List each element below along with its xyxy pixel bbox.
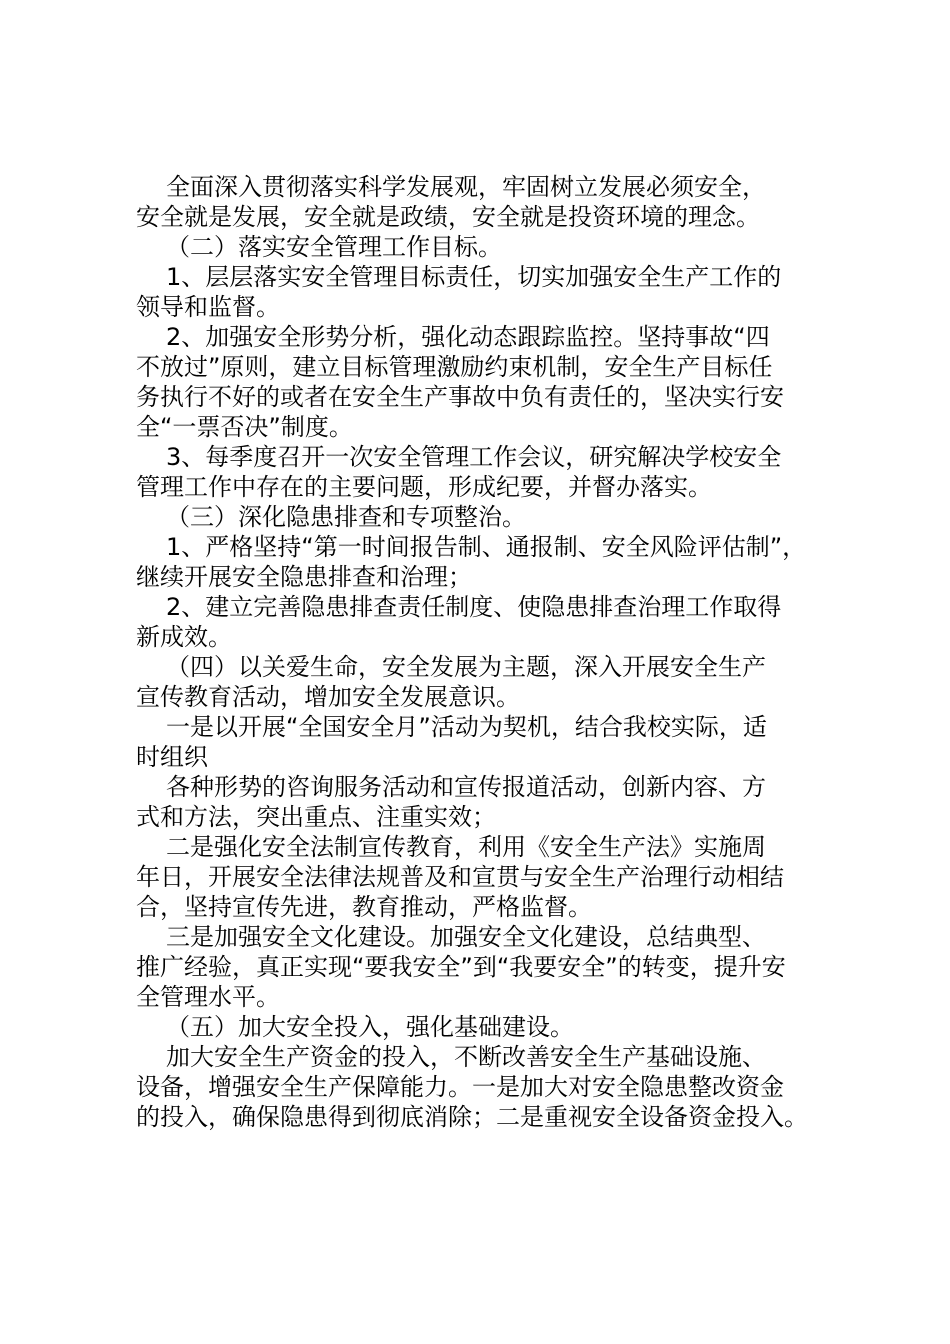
text-line: 各种形势的咨询服务活动和宣传报道活动，创新内容、方 bbox=[166, 773, 766, 801]
text-line: 1、层层落实安全管理目标责任，切实加强安全生产工作的 bbox=[166, 263, 782, 291]
text-line: （五）加大安全投入，强化基础建设。 bbox=[166, 1013, 574, 1041]
document-body bbox=[136, 172, 836, 1132]
text-line: 领导和监督。 bbox=[136, 293, 280, 321]
text-line: 式和方法，突出重点、注重实效； bbox=[136, 803, 496, 831]
text-line: （二）落实安全管理工作目标。 bbox=[166, 233, 502, 261]
text-line: 全“一票否决”制度。 bbox=[136, 413, 353, 441]
text-line: 推广经验，真正实现“要我安全”到“我要安全”的转变，提升安 bbox=[136, 953, 786, 981]
text-line: 务执行不好的或者在安全生产事故中负有责任的，坚决实行安 bbox=[136, 383, 784, 411]
text-line: 宣传教育活动，增加安全发展意识。 bbox=[136, 683, 520, 711]
text-line: 合，坚持宣传先进，教育推动，严格监督。 bbox=[136, 893, 592, 921]
section-heading bbox=[136, 652, 836, 712]
text-line: 1、严格坚持“第一时间报告制、通报制、安全风险评估制”， bbox=[166, 533, 807, 561]
section-heading bbox=[136, 1012, 836, 1042]
text-line: 3、每季度召开一次安全管理工作会议，研究解决学校安全 bbox=[166, 443, 782, 471]
text-line: 一是以开展“全国安全月”活动为契机，结合我校实际，适 bbox=[166, 713, 767, 741]
body-paragraph bbox=[136, 772, 836, 832]
section-heading bbox=[136, 232, 836, 262]
text-line: 新成效。 bbox=[136, 623, 232, 651]
body-paragraph bbox=[136, 262, 836, 322]
body-paragraph bbox=[136, 712, 836, 772]
text-line: 时组织 bbox=[136, 743, 208, 771]
text-line: 全面深入贯彻落实科学发展观，牢固树立发展必须安全， bbox=[166, 173, 766, 201]
body-paragraph bbox=[136, 442, 836, 502]
text-line: 年日，开展安全法律法规普及和宣贯与安全生产治理行动相结 bbox=[136, 863, 784, 891]
text-line: 2、加强安全形势分析，强化动态跟踪监控。坚持事故“四 bbox=[166, 323, 770, 351]
text-line: 安全就是发展，安全就是政绩，安全就是投资环境的理念。 bbox=[136, 203, 760, 231]
text-line: （四）以关爱生命，安全发展为主题，深入开展安全生产 bbox=[166, 653, 766, 681]
body-paragraph bbox=[136, 172, 836, 232]
section-heading bbox=[136, 502, 836, 532]
body-paragraph bbox=[136, 1042, 836, 1132]
text-line: 继续开展安全隐患排查和治理； bbox=[136, 563, 472, 591]
text-line: 加大安全生产资金的投入，不断改善安全生产基础设施、 bbox=[166, 1043, 766, 1071]
text-line: 2、建立完善隐患排查责任制度、使隐患排查治理工作取得 bbox=[166, 593, 782, 621]
text-line: 全管理水平。 bbox=[136, 983, 280, 1011]
text-line: 设备，增强安全生产保障能力。一是加大对安全隐患整改资金 bbox=[136, 1073, 784, 1101]
text-line: 的投入，确保隐患得到彻底消除；二是重视安全设备资金投入。 bbox=[136, 1103, 808, 1131]
body-paragraph bbox=[136, 322, 836, 442]
text-line: 三是加强安全文化建设。加强安全文化建设，总结典型、 bbox=[166, 923, 766, 951]
body-paragraph bbox=[136, 592, 836, 652]
text-line: （三）深化隐患排查和专项整治。 bbox=[166, 503, 526, 531]
text-line: 二是强化安全法制宣传教育，利用《安全生产法》实施周 bbox=[166, 833, 766, 861]
text-line: 管理工作中存在的主要问题，形成纪要，并督办落实。 bbox=[136, 473, 712, 501]
text-line: 不放过”原则，建立目标管理激励约束机制，安全生产目标任 bbox=[136, 353, 773, 381]
body-paragraph bbox=[136, 922, 836, 1012]
body-paragraph bbox=[136, 832, 836, 922]
body-paragraph bbox=[136, 532, 836, 592]
